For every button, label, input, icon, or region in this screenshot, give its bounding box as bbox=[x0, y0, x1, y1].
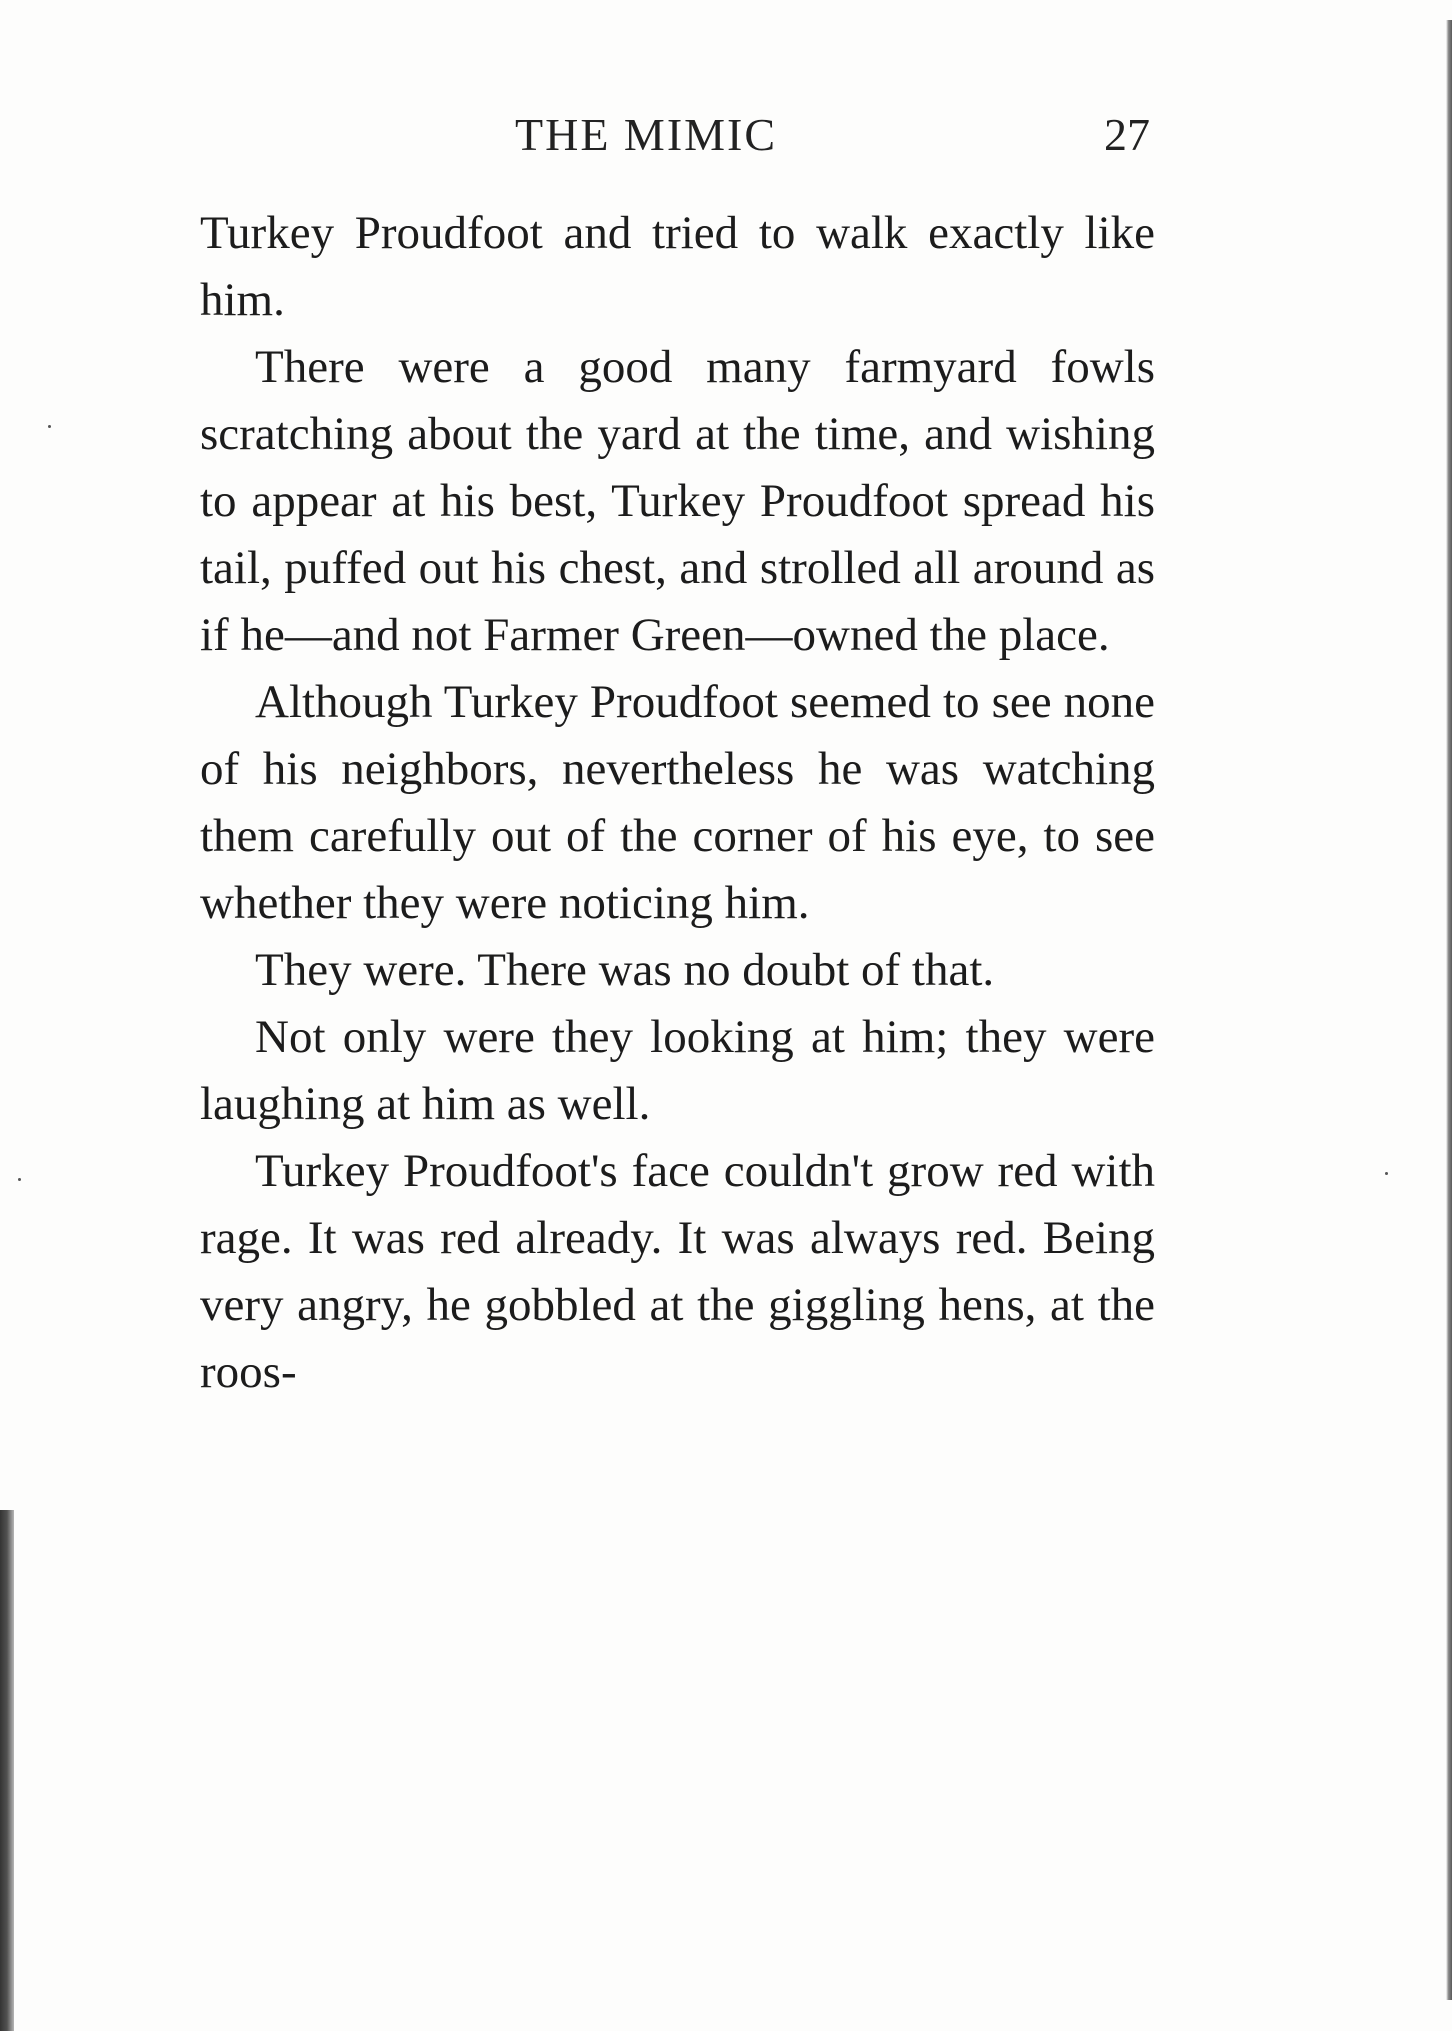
chapter-title: THE MIMIC bbox=[515, 109, 778, 160]
paragraph-6: Turkey Proudfoot's face couldn't grow red with rage. It was red already. It was always red. Being very angry, he gobbled at the giggling hens, at the roos- bbox=[200, 1145, 1155, 1398]
paragraph-1: Turkey Proudfoot and tried to walk exactly like him. bbox=[200, 207, 1155, 326]
body-text bbox=[200, 200, 1155, 1406]
paper-speck bbox=[18, 1178, 21, 1181]
paper-speck bbox=[1385, 1172, 1388, 1175]
paragraph-2: There were a good many farmyard fowls scratching about the yard at the time, and wishing to appear at his best, Turkey Proudfoot spread his tail, puffed out his chest, and strolled all around as if he—and not Farmer Green—owned the place. bbox=[200, 341, 1155, 661]
paragraph-4: They were. There was no doubt of that. bbox=[255, 944, 995, 996]
paragraph-3: Although Turkey Proudfoot seemed to see none of his neighbors, nevertheless he was watching them carefully out of the corner of his eye, to see whether they were noticing him. bbox=[200, 676, 1155, 929]
paper-speck bbox=[48, 425, 51, 428]
paragraph-5: Not only were they looking at him; they were laughing at him as well. bbox=[200, 1011, 1155, 1130]
running-head bbox=[200, 108, 1160, 168]
page-number: 27 bbox=[1104, 109, 1150, 160]
binding-shadow bbox=[0, 1510, 14, 2031]
page-edge-shadow bbox=[1446, 20, 1452, 2000]
